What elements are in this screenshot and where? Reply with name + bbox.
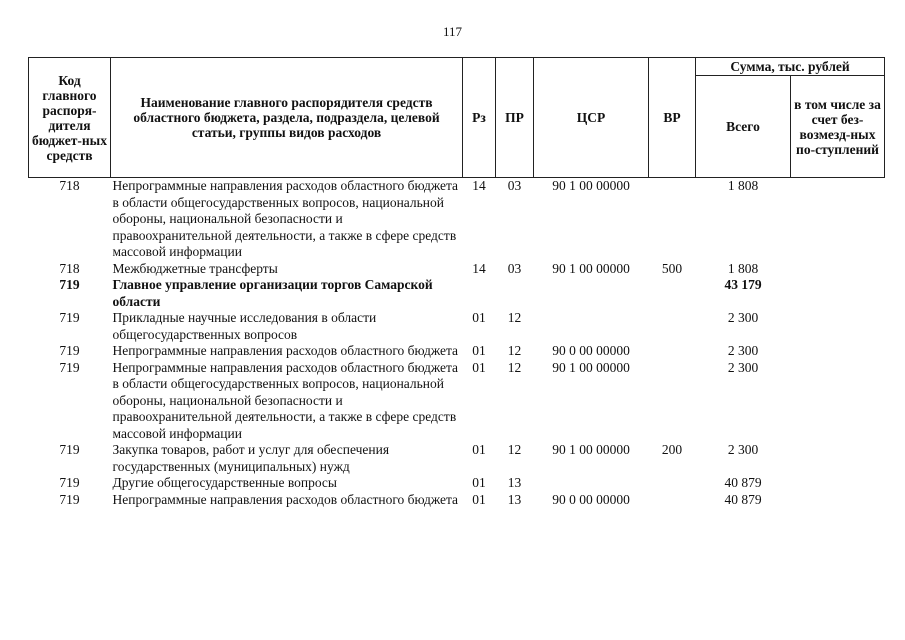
cell-rz: 01	[472, 491, 486, 507]
cell-code: 719	[59, 277, 80, 292]
cell-total: 1 808	[727, 260, 759, 276]
cell-vr	[649, 492, 696, 509]
header-gratuitous: в том числе за счет без-возмезд-ных по-ступлений	[791, 76, 885, 178]
budget-table	[28, 57, 885, 508]
cell-total: 1 808	[727, 178, 759, 193]
cell-code: 719	[59, 343, 80, 358]
cell-total: 2 300	[727, 442, 759, 457]
cell-rz: 14	[472, 178, 486, 193]
cell-csr	[534, 475, 649, 492]
cell-gratuitous	[791, 178, 885, 261]
cell-vr	[649, 360, 696, 443]
header-vr: ВР	[649, 58, 696, 178]
cell-gratuitous	[791, 310, 885, 343]
cell-name: Межбюджетные трансферты	[112, 260, 278, 276]
cell-name: Непрограммные направления расходов областного бюджета в области общегосударственных вопросов, национальной обороны, национальной безопасности и правоохранительной деятельности, а также в сфере средств массовой информации	[112, 359, 459, 441]
cell-pr: 12	[507, 359, 522, 375]
cell-total: 40 879	[724, 475, 762, 490]
cell-name: Другие общегосударственные вопросы	[112, 475, 337, 490]
cell-rz	[463, 277, 496, 310]
cell-vr	[649, 178, 696, 261]
cell-vr	[649, 310, 696, 343]
table-row	[29, 277, 885, 310]
cell-rz: 14	[472, 260, 486, 276]
cell-pr: 12	[507, 442, 522, 457]
table-row	[29, 442, 885, 475]
cell-pr: 13	[507, 475, 522, 490]
header-rz: Рз	[463, 58, 496, 178]
cell-pr: 03	[507, 178, 522, 193]
cell-code: 718	[59, 178, 80, 193]
table-row	[29, 261, 885, 278]
cell-vr	[649, 475, 696, 492]
page-number: 117	[442, 24, 463, 39]
cell-pr	[496, 277, 534, 310]
cell-vr	[649, 277, 696, 310]
cell-gratuitous	[791, 277, 885, 310]
cell-csr	[534, 277, 649, 310]
cell-gratuitous	[791, 475, 885, 492]
cell-rz: 01	[472, 343, 486, 358]
header-sum-group: Сумма, тыс. рублей	[696, 58, 885, 76]
cell-code: 719	[59, 475, 80, 490]
cell-code: 719	[59, 442, 80, 457]
cell-pr: 12	[507, 343, 522, 358]
cell-name: Главное управление организации торгов Самарской области	[112, 277, 433, 309]
table-row	[29, 492, 885, 509]
cell-vr: 200	[661, 442, 683, 457]
cell-name: Непрограммные направления расходов областного бюджета	[112, 491, 459, 507]
cell-csr: 90 1 00 00000	[552, 442, 630, 457]
cell-code: 719	[59, 359, 80, 375]
cell-code: 719	[59, 491, 80, 507]
cell-total: 2 300	[727, 359, 759, 375]
table-row	[29, 360, 885, 443]
cell-gratuitous	[791, 360, 885, 443]
cell-csr: 90 1 00 00000	[552, 178, 630, 193]
header-name: Наименование главного распорядителя средств областного бюджета, раздела, подраздела, целевой статьи, группы видов расходов	[111, 58, 463, 178]
cell-gratuitous	[791, 492, 885, 509]
table-body	[29, 178, 885, 509]
cell-csr: 90 0 00 00000	[552, 343, 630, 358]
cell-csr: 90 1 00 00000	[552, 359, 630, 375]
cell-rz: 01	[472, 475, 486, 490]
header-csr: ЦСР	[534, 58, 649, 178]
cell-total: 40 879	[724, 491, 762, 507]
cell-code: 718	[59, 260, 80, 276]
cell-total: 43 179	[724, 277, 762, 292]
cell-gratuitous	[791, 442, 885, 475]
table-row	[29, 343, 885, 360]
cell-total: 2 300	[727, 310, 759, 325]
header-total: Всего	[696, 76, 791, 178]
cell-gratuitous	[791, 261, 885, 278]
cell-vr: 500	[661, 260, 683, 276]
cell-name: Закупка товаров, работ и услуг для обеспечения государственных (муниципальных) нужд	[112, 442, 390, 474]
cell-pr: 03	[507, 260, 522, 276]
table-row	[29, 475, 885, 492]
cell-gratuitous	[791, 343, 885, 360]
cell-code: 719	[59, 310, 80, 325]
header-code: Код главного распоря-дителя бюджет-ных средств	[29, 58, 111, 178]
table-row	[29, 310, 885, 343]
cell-total: 2 300	[727, 343, 759, 358]
cell-pr: 13	[507, 491, 522, 507]
cell-rz: 01	[472, 359, 486, 375]
cell-name: Непрограммные направления расходов областного бюджета в области общегосударственных вопросов, национальной обороны, национальной безопасности и правоохранительной деятельности, а также в сфере средств массовой информации	[112, 178, 459, 259]
cell-csr	[534, 310, 649, 343]
cell-rz: 01	[472, 442, 486, 457]
cell-name: Непрограммные направления расходов областного бюджета	[112, 343, 459, 358]
cell-csr: 90 1 00 00000	[552, 260, 630, 276]
header-pr: ПР	[496, 58, 534, 178]
cell-pr: 12	[507, 310, 522, 325]
cell-rz: 01	[472, 310, 486, 325]
table-row	[29, 178, 885, 261]
cell-csr: 90 0 00 00000	[552, 491, 630, 507]
cell-vr	[649, 343, 696, 360]
cell-name: Прикладные научные исследования в области общегосударственных вопросов	[112, 310, 377, 342]
